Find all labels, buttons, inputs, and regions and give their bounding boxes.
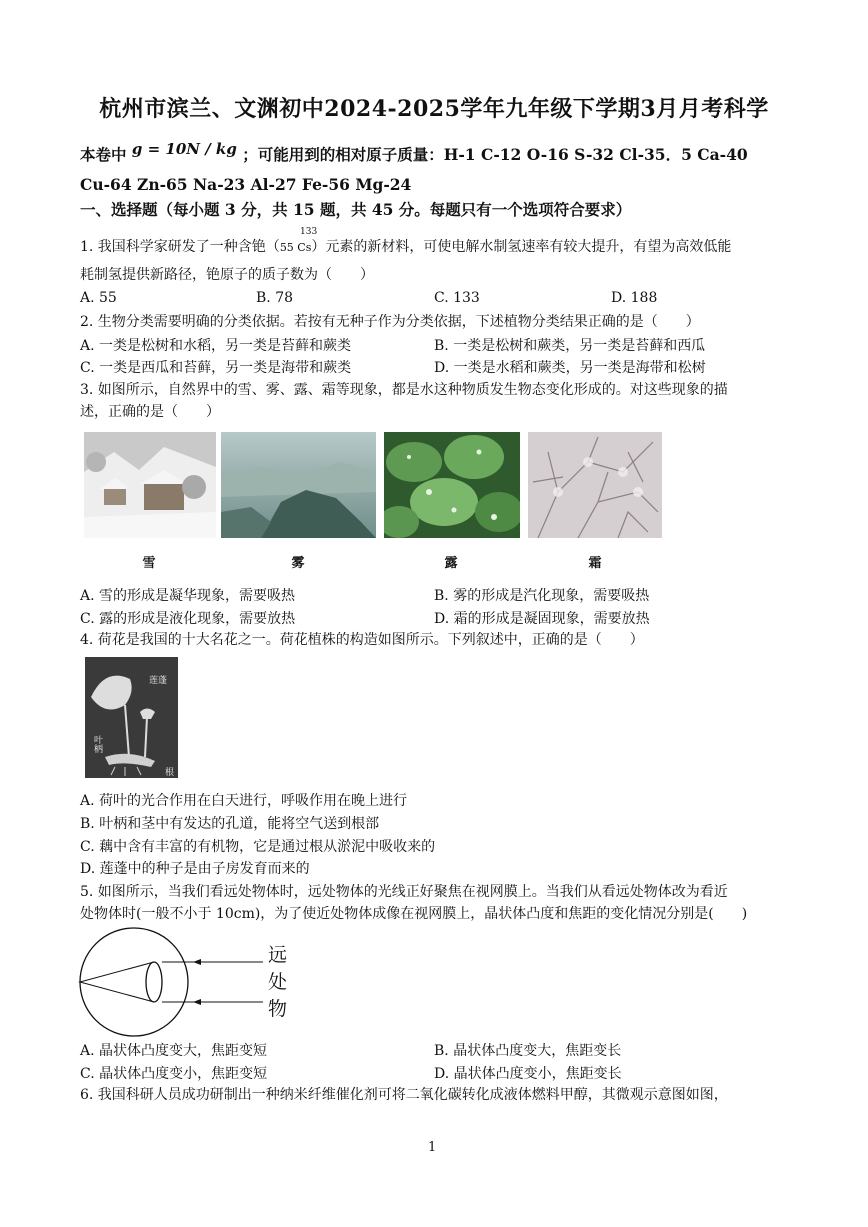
label-petiole: 叶柄 bbox=[92, 735, 102, 753]
q4-option-a: A. 荷叶的光合作用在白天进行，呼吸作用在晚上进行 bbox=[80, 793, 408, 809]
q1-option-a: A. 55 bbox=[80, 290, 117, 306]
question-1-line2: 耗制氢提供新路径，铯原子的质子数为（ ） bbox=[80, 267, 374, 283]
eye-diagram bbox=[78, 925, 298, 1037]
question-1-line1 bbox=[80, 237, 731, 258]
q5-option-b: B. 晶状体凸度变大，焦距变长 bbox=[434, 1043, 622, 1059]
q1-text-b: ）元素的新材料，可使电解水制氢速率有较大提升，有望为高效低能 bbox=[311, 239, 732, 255]
q3-option-d: D. 霜的形成是凝固现象，需要放热 bbox=[434, 611, 650, 627]
q2-option-c: C. 一类是西瓜和苔藓，另一类是海带和蕨类 bbox=[80, 360, 352, 376]
q1-option-b: B. 78 bbox=[256, 290, 294, 306]
question-5-line1: 5. 如图所示，当我们看远处物体时，远处物体的光线正好聚焦在视网膜上。当我们从看远处物体改为看近 bbox=[80, 884, 728, 900]
question-4-line1: 4. 荷花是我国的十大名花之一。荷花植株的构造如图所示。下列叙述中，正确的是（ ） bbox=[80, 632, 644, 648]
q3-option-b: B. 雾的形成是汽化现象，需要吸热 bbox=[434, 588, 650, 604]
q3-option-c: C. 露的形成是液化现象，需要放热 bbox=[80, 611, 296, 627]
question-3-line2: 述，正确的是（ ） bbox=[80, 404, 220, 420]
q4-option-d: D. 莲蓬中的种子是由子房发育而来的 bbox=[80, 861, 310, 877]
page-title: 杭州市滨兰、文渊初中2024-2025学年九年级下学期3月月考科学 bbox=[99, 96, 769, 122]
dew-photo bbox=[384, 432, 520, 538]
caption-snow: 雪 bbox=[142, 556, 156, 571]
label-object: 物 bbox=[268, 998, 288, 1020]
header-line2: Cu-64 Zn-65 Na-23 Al-27 Fe-56 Mg-24 bbox=[80, 175, 412, 194]
q4-option-b: B. 叶柄和茎中有发达的孔道，能将空气送到根部 bbox=[80, 816, 380, 832]
lotus-figure bbox=[85, 657, 178, 778]
q1-text-a: 1. 我国科学家研发了一种含铯（ bbox=[80, 239, 280, 255]
header-prefix: 本卷中 bbox=[80, 145, 127, 164]
q5-option-d: D. 晶状体凸度变小，焦距变长 bbox=[434, 1066, 622, 1082]
question-5-line2: 处物体时(一般不小于 10cm)，为了使近处物体成像在视网膜上，晶状体凸度和焦距的变化情况分别是( ) bbox=[80, 906, 748, 922]
question-6-line1: 6. 我国科研人员成功研制出一种纳米纤维催化剂可将二氧化碳转化成液体燃料甲醇，其微观示意图如图， bbox=[80, 1087, 728, 1103]
q1-option-d: D. 188 bbox=[611, 290, 658, 306]
question-2-line1: 2. 生物分类需要明确的分类依据。若按有无种子作为分类依据，下述植物分类结果正确的是（ ） bbox=[80, 314, 700, 330]
snow-photo bbox=[84, 432, 216, 538]
label-far: 远 bbox=[268, 944, 288, 966]
page-number: 1 bbox=[428, 1140, 437, 1155]
isotope-mass-number: 133 bbox=[300, 227, 318, 237]
fog-photo bbox=[221, 432, 376, 538]
caption-frost: 霜 bbox=[588, 556, 602, 571]
label-distance: 处 bbox=[268, 971, 288, 993]
q5-option-a: A. 晶状体凸度变大，焦距变短 bbox=[80, 1043, 268, 1059]
header-suffix: ；可能用到的相对原子质量：H-1 C-12 O-16 S-32 Cl-35．5 Ca-40 bbox=[242, 145, 748, 164]
q1-option-c: C. 133 bbox=[434, 290, 480, 306]
question-3-line1: 3. 如图所示，自然界中的雪、雾、露、霜等现象，都是水这种物质发生物态变化形成的。对这些现象的描 bbox=[80, 382, 728, 398]
isotope-symbol: 55 Cs bbox=[279, 241, 312, 254]
gravity-formula: g = 10N / kg bbox=[131, 140, 237, 158]
q5-option-c: C. 晶状体凸度变小，焦距变短 bbox=[80, 1066, 268, 1082]
q3-option-a: A. 雪的形成是凝华现象，需要吸热 bbox=[80, 588, 296, 604]
label-lotus-pod: 莲蓬 bbox=[149, 676, 168, 686]
q2-option-a: A. 一类是松树和水稻，另一类是苔藓和蕨类 bbox=[80, 338, 352, 354]
header-line1 bbox=[80, 140, 748, 165]
section-heading: 一、选择题（每小题 3 分，共 15 题，共 45 分。每题只有一个选项符合要求） bbox=[80, 200, 632, 219]
q2-option-d: D. 一类是水稻和蕨类，另一类是海带和松树 bbox=[434, 360, 706, 376]
q4-option-c: C. 藕中含有丰富的有机物，它是通过根从淤泥中吸收来的 bbox=[80, 839, 436, 855]
frost-photo bbox=[528, 432, 662, 538]
caption-dew: 露 bbox=[444, 556, 458, 571]
q2-option-b: B. 一类是松树和蕨类，另一类是苔藓和西瓜 bbox=[434, 338, 706, 354]
label-root: 根 bbox=[165, 768, 175, 778]
caption-fog: 雾 bbox=[291, 556, 305, 571]
